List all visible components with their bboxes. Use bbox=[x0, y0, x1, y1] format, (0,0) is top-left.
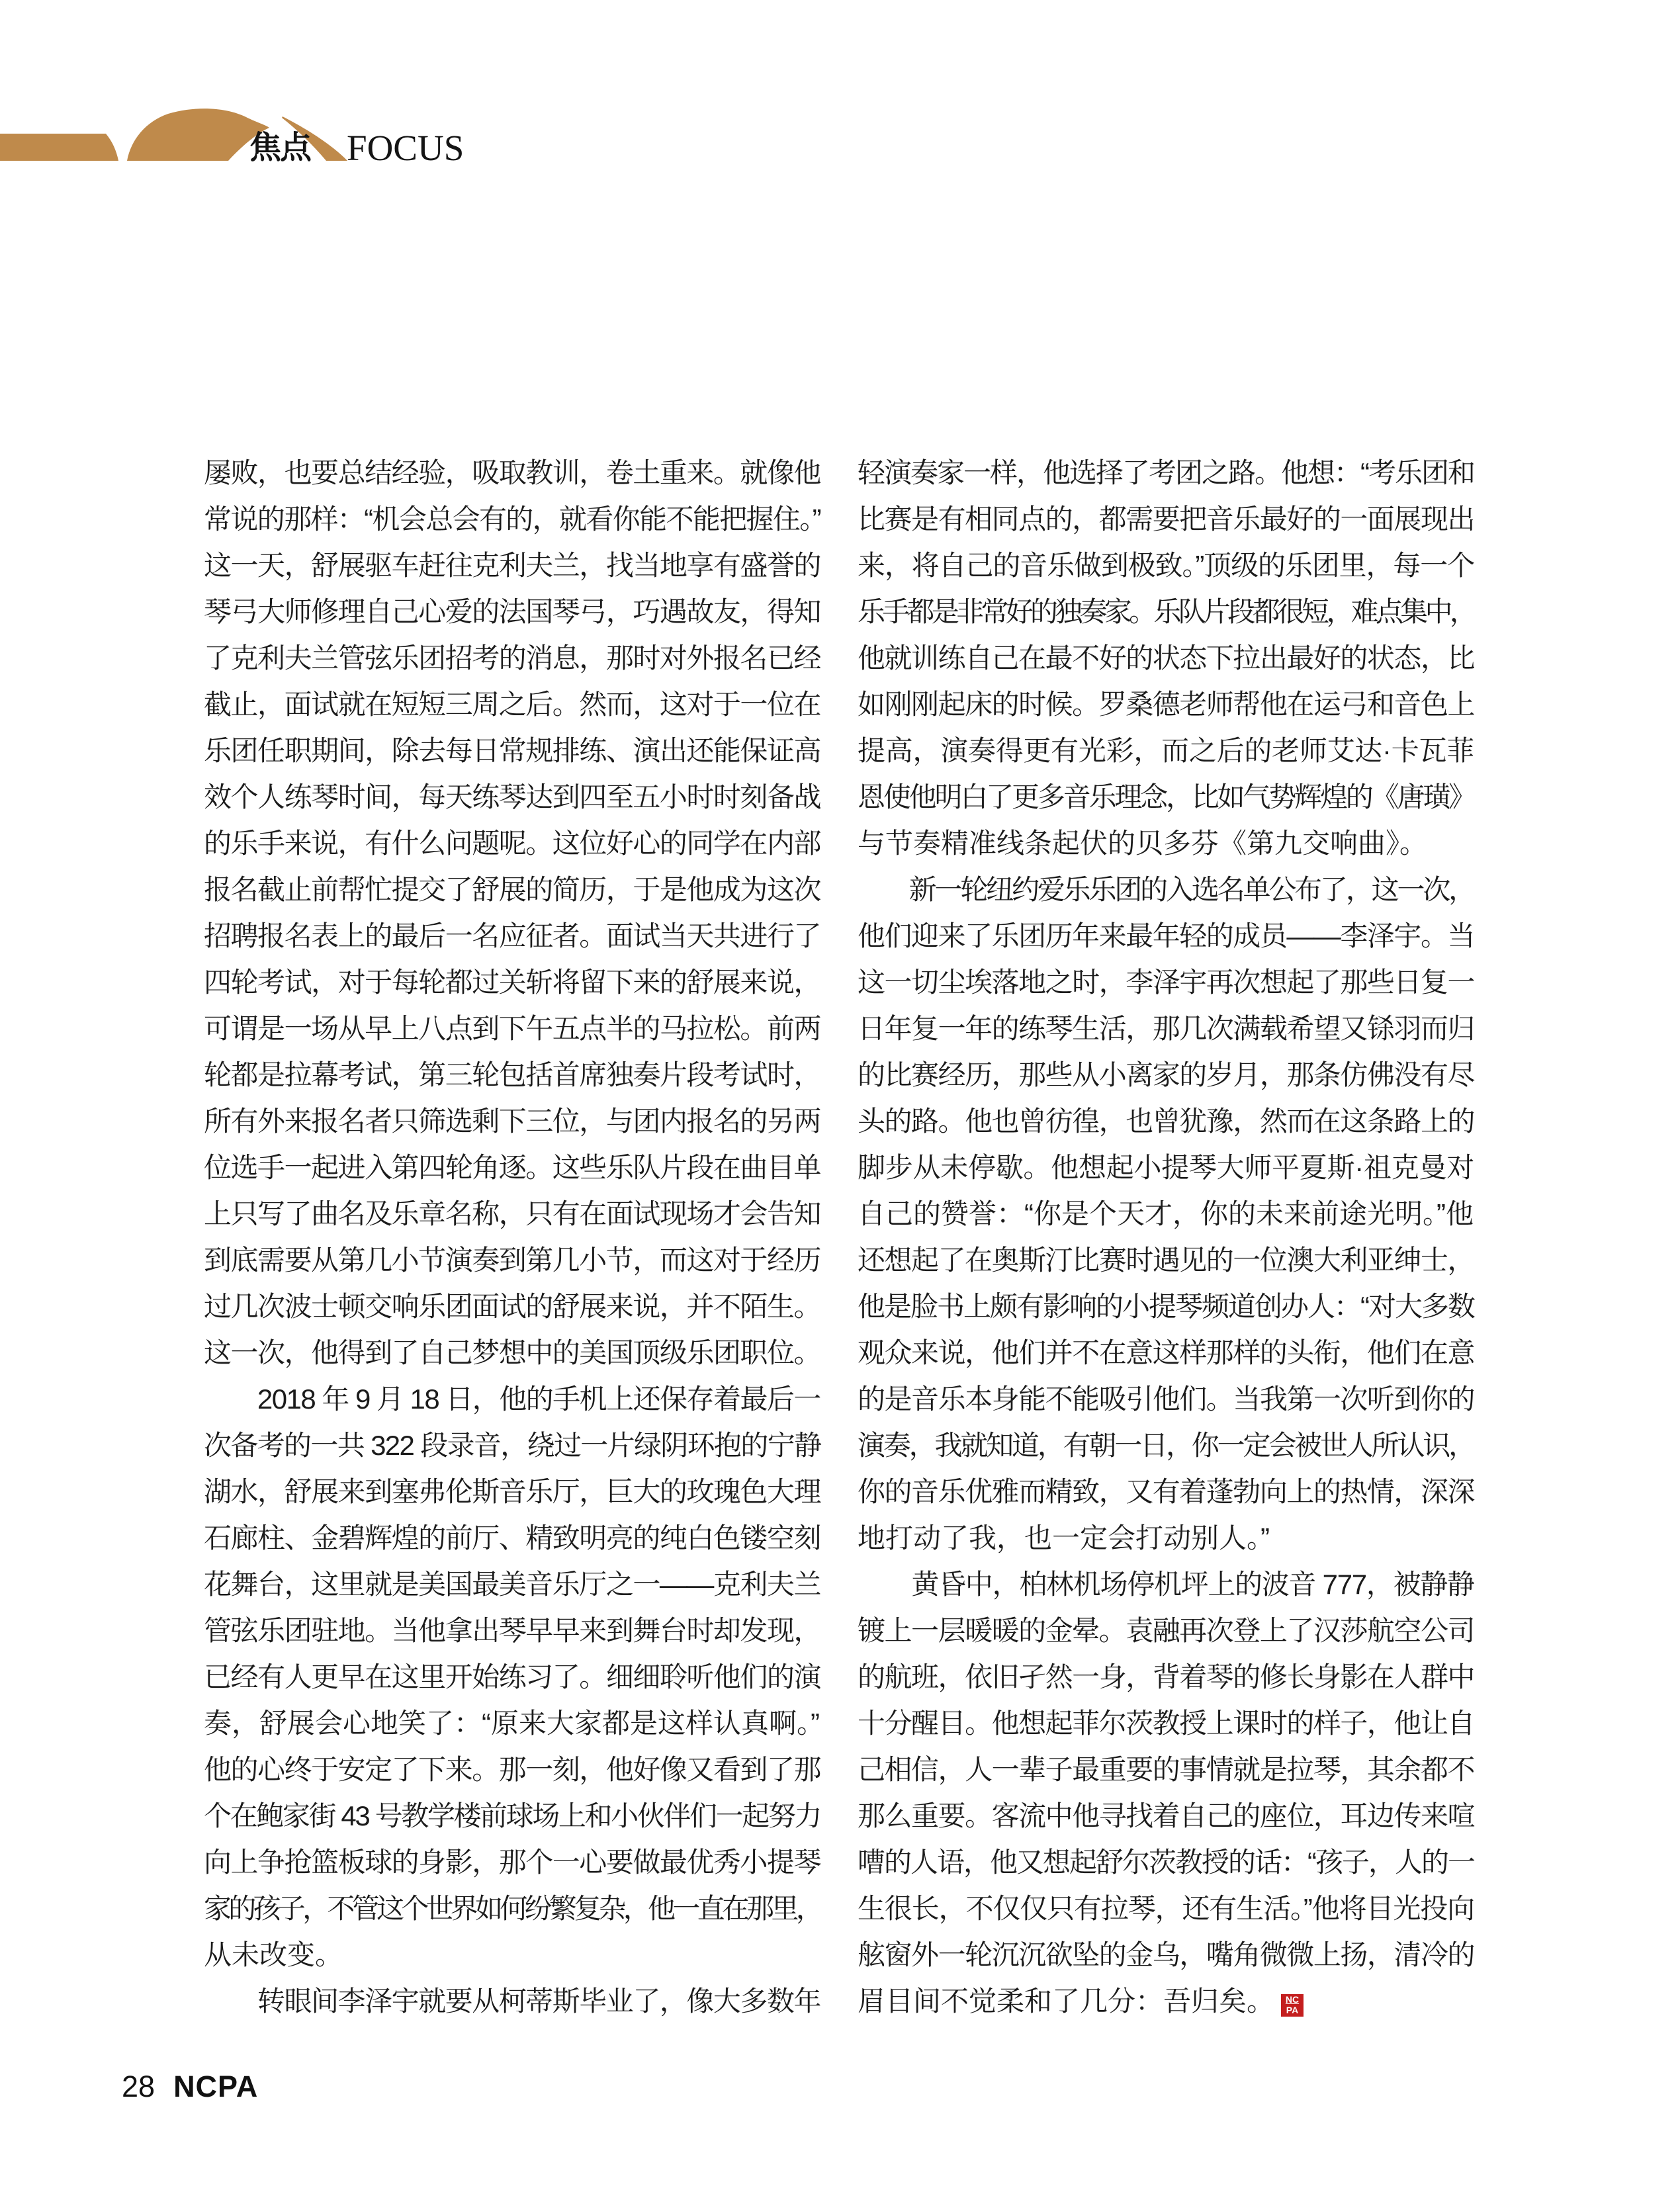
text-line: 上只写了曲名及乐章名称，只有在面试现场才会告知 bbox=[204, 1198, 821, 1229]
text-line: 你的音乐优雅而精致，又有着蓬勃向上的热情，深深 bbox=[858, 1476, 1475, 1507]
text-line: 己相信，人一辈子最重要的事情就是拉琴，其余都不 bbox=[858, 1754, 1475, 1785]
text-line: 轻演奏家一样，他选择了考团之路。他想：“考乐团和 bbox=[858, 457, 1474, 488]
text-line: 地打动了我，也一定会打动别人。” bbox=[858, 1522, 1270, 1553]
magazine-brand: NCPA bbox=[173, 2070, 259, 2103]
text-line: 眉目间不觉柔和了几分：吾归矣。 $\frac{NC}{PA}$ bbox=[858, 1978, 1474, 2025]
text-line: 的航班，依旧孑然一身，背着琴的修长身影在人群中 bbox=[858, 1661, 1475, 1692]
text-line: 家的孩子，不管这个世界如何纷繁复杂，他一直在那里， bbox=[204, 1893, 821, 1924]
section-title-en: FOCUS bbox=[347, 128, 464, 168]
text-line: 来，将自己的音乐做到极致。”顶级的乐团里，每一个 bbox=[858, 550, 1474, 581]
text-line: 新一轮纽约爱乐乐团的入选名单公布了，这一次， bbox=[858, 874, 1475, 905]
text-line: 提高，演奏得更有光彩，而之后的老师艾达·卡瓦菲 bbox=[858, 735, 1474, 766]
text-line: 这一切尘埃落地之时，李泽宇再次想起了那些日复一 bbox=[858, 967, 1475, 998]
text-line: 常说的那样：“机会总会有的，就看你能不能把握住。” bbox=[204, 503, 820, 535]
text-line: 这一天，舒展驱车赶往克利夫兰，找当地享有盛誉的 bbox=[204, 550, 821, 581]
right-column bbox=[858, 450, 1474, 2025]
text-line: 所有外来报名者只筛选剩下三位，与团内报名的另两 bbox=[204, 1106, 821, 1137]
text-line: 的是音乐本身能不能吸引他们。当我第一次听到你的 bbox=[858, 1383, 1475, 1415]
text-line: 效个人练琴时间，每天练琴达到四至五小时时刻备战 bbox=[204, 781, 821, 812]
header-bar-shape bbox=[0, 134, 118, 161]
text-line: 过几次波士顿交响乐团面试的舒展来说，并不陌生。 bbox=[204, 1291, 821, 1322]
text-line: 与节奏精准线条起伏的贝多芬《第九交响曲》。 bbox=[858, 828, 1428, 859]
text-line: 自己的赞誉：“你是个天才，你的未来前途光明。”他 bbox=[858, 1198, 1474, 1229]
text-line: 位选手一起进入第四轮角逐。这些乐队片段在曲目单 bbox=[204, 1152, 821, 1183]
text-line: 到底需要从第几小节演奏到第几小节，而这对于经历 bbox=[204, 1245, 821, 1276]
page-number: 28 bbox=[122, 2070, 155, 2103]
text-line: 屡败，也要总结经验，吸取教训，卷土重来。就像他 bbox=[204, 457, 821, 488]
text-line: 招聘报名表上的最后一名应征者。面试当天共进行了 bbox=[204, 920, 821, 951]
text-line: 还想起了在奥斯汀比赛时遇见的一位澳大利亚绅士， bbox=[858, 1245, 1475, 1276]
text-line: 已经有人更早在这里开始练习了。细细聆听他们的演 bbox=[204, 1661, 821, 1692]
text-line: 如刚刚起床的时候。罗桑德老师帮他在运弓和音色上 bbox=[858, 689, 1475, 720]
left-column bbox=[204, 450, 820, 2025]
page-footer bbox=[122, 2070, 258, 2104]
text-line: 黄昏中，柏林机场停机坪上的波音 777，被静静 bbox=[858, 1569, 1474, 1600]
text-line: 向上争抢篮板球的身影，那个一心要做最优秀小提琴 bbox=[204, 1847, 821, 1878]
text-line: 四轮考试，对于每轮都过关斩将留下来的舒展来说， bbox=[204, 967, 821, 998]
text-line: 截止，面试就在短短三周之后。然而，这对于一位在 bbox=[204, 689, 821, 720]
text-line: 那么重要。客流中他寻找着自己的座位，耳边传来喧 bbox=[858, 1800, 1475, 1831]
text-line: 轮都是拉幕考试，第三轮包括首席独奏片段考试时， bbox=[204, 1059, 821, 1090]
text-line: 从未改变。 bbox=[204, 1939, 343, 1970]
text-line: 报名截止前帮忙提交了舒展的简历，于是他成为这次 bbox=[204, 874, 821, 905]
text-line: 生很长，不仅仅只有拉琴，还有生活。”他将目光投向 bbox=[858, 1893, 1474, 1924]
article-end-mark-icon: $\frac{NC}{PA}$ bbox=[1281, 1994, 1304, 2017]
text-line: 脚步从未停歇。他想起小提琴大师平夏斯·祖克曼对 bbox=[858, 1152, 1474, 1183]
text-line: 他们迎来了乐团历年来最年轻的成员——李泽宇。当 bbox=[858, 920, 1475, 951]
text-line: 乐手都是非常好的独奏家。乐队片段都很短，难点集中， bbox=[858, 596, 1475, 627]
header-dome-shape bbox=[127, 109, 269, 161]
text-line: 石廊柱、金碧辉煌的前厅、精致明亮的纯白色镂空刻 bbox=[204, 1522, 821, 1553]
text-line: 他是脸书上颇有影响的小提琴频道创办人：“对大多数 bbox=[858, 1291, 1474, 1322]
text-line: 比赛是有相同点的，都需要把音乐最好的一面展现出 bbox=[858, 503, 1475, 535]
text-line: 镀上一层暖暖的金晕。袁融再次登上了汉莎航空公司 bbox=[858, 1615, 1475, 1646]
text-line: 次备考的一共 322 段录音，绕过一片绿阴环抱的宁静 bbox=[204, 1430, 821, 1461]
text-line: 可谓是一场从早上八点到下午五点半的马拉松。前两 bbox=[204, 1013, 821, 1044]
text-line: 恩使他明白了更多音乐理念，比如气势辉煌的《唐璜》 bbox=[858, 781, 1475, 812]
text-line: 转眼间李泽宇就要从柯蒂斯毕业了，像大多数年 bbox=[204, 1986, 821, 2017]
section-title-zh: 焦点 bbox=[249, 130, 311, 165]
text-line: 花舞台，这里就是美国最美音乐厅之一——克利夫兰 bbox=[204, 1569, 821, 1600]
text-line: 的比赛经历，那些从小离家的岁月，那条仿佛没有尽 bbox=[858, 1059, 1475, 1090]
text-line: 他的心终于安定了下来。那一刻，他好像又看到了那 bbox=[204, 1754, 821, 1785]
text-line: 琴弓大师修理自己心爱的法国琴弓，巧遇故友，得知 bbox=[204, 596, 821, 627]
text-line: 头的路。他也曾彷徨，也曾犹豫，然而在这条路上的 bbox=[858, 1106, 1475, 1137]
text-line: 观众来说，他们并不在意这样那样的头衔，他们在意 bbox=[858, 1337, 1475, 1368]
text-line: 他就训练自己在最不好的状态下拉出最好的状态，比 bbox=[858, 642, 1475, 674]
text-line: 奏，舒展会心地笑了：“原来大家都是这样认真啊。” bbox=[204, 1708, 820, 1739]
text-line: 演奏，我就知道，有朝一日，你一定会被世人所认识， bbox=[858, 1430, 1475, 1461]
text-line: 十分醒目。他想起菲尔茨教授上课时的样子，他让自 bbox=[858, 1708, 1475, 1739]
text-line: 了克利夫兰管弦乐团招考的消息，那时对外报名已经 bbox=[204, 642, 821, 674]
text-line: 乐团任职期间，除去每日常规排练、演出还能保证高 bbox=[204, 735, 821, 766]
text-line: 2018 年 9 月 18 日，他的手机上还保存着最后一 bbox=[204, 1383, 820, 1415]
text-line: 管弦乐团驻地。当他拿出琴早早来到舞台时却发现， bbox=[204, 1615, 821, 1646]
text-line: 日年复一年的练琴生活，那几次满载希望又铩羽而归 bbox=[858, 1013, 1475, 1044]
text-line: 嘈的人语，他又想起舒尔茨教授的话：“孩子，人的一 bbox=[858, 1847, 1474, 1878]
text-line: 舷窗外一轮沉沉欲坠的金乌，嘴角微微上扬，清冷的 bbox=[858, 1939, 1475, 1970]
text-line: 个在鲍家街 43 号教学楼前球场上和小伙伴们一起努力 bbox=[204, 1800, 821, 1831]
text-line: 的乐手来说，有什么问题呢。这位好心的同学在内部 bbox=[204, 828, 821, 859]
text-line: 湖水，舒展来到塞弗伦斯音乐厅，巨大的玫瑰色大理 bbox=[204, 1476, 821, 1507]
text-line: 这一次，他得到了自己梦想中的美国顶级乐团职位。 bbox=[204, 1337, 821, 1368]
